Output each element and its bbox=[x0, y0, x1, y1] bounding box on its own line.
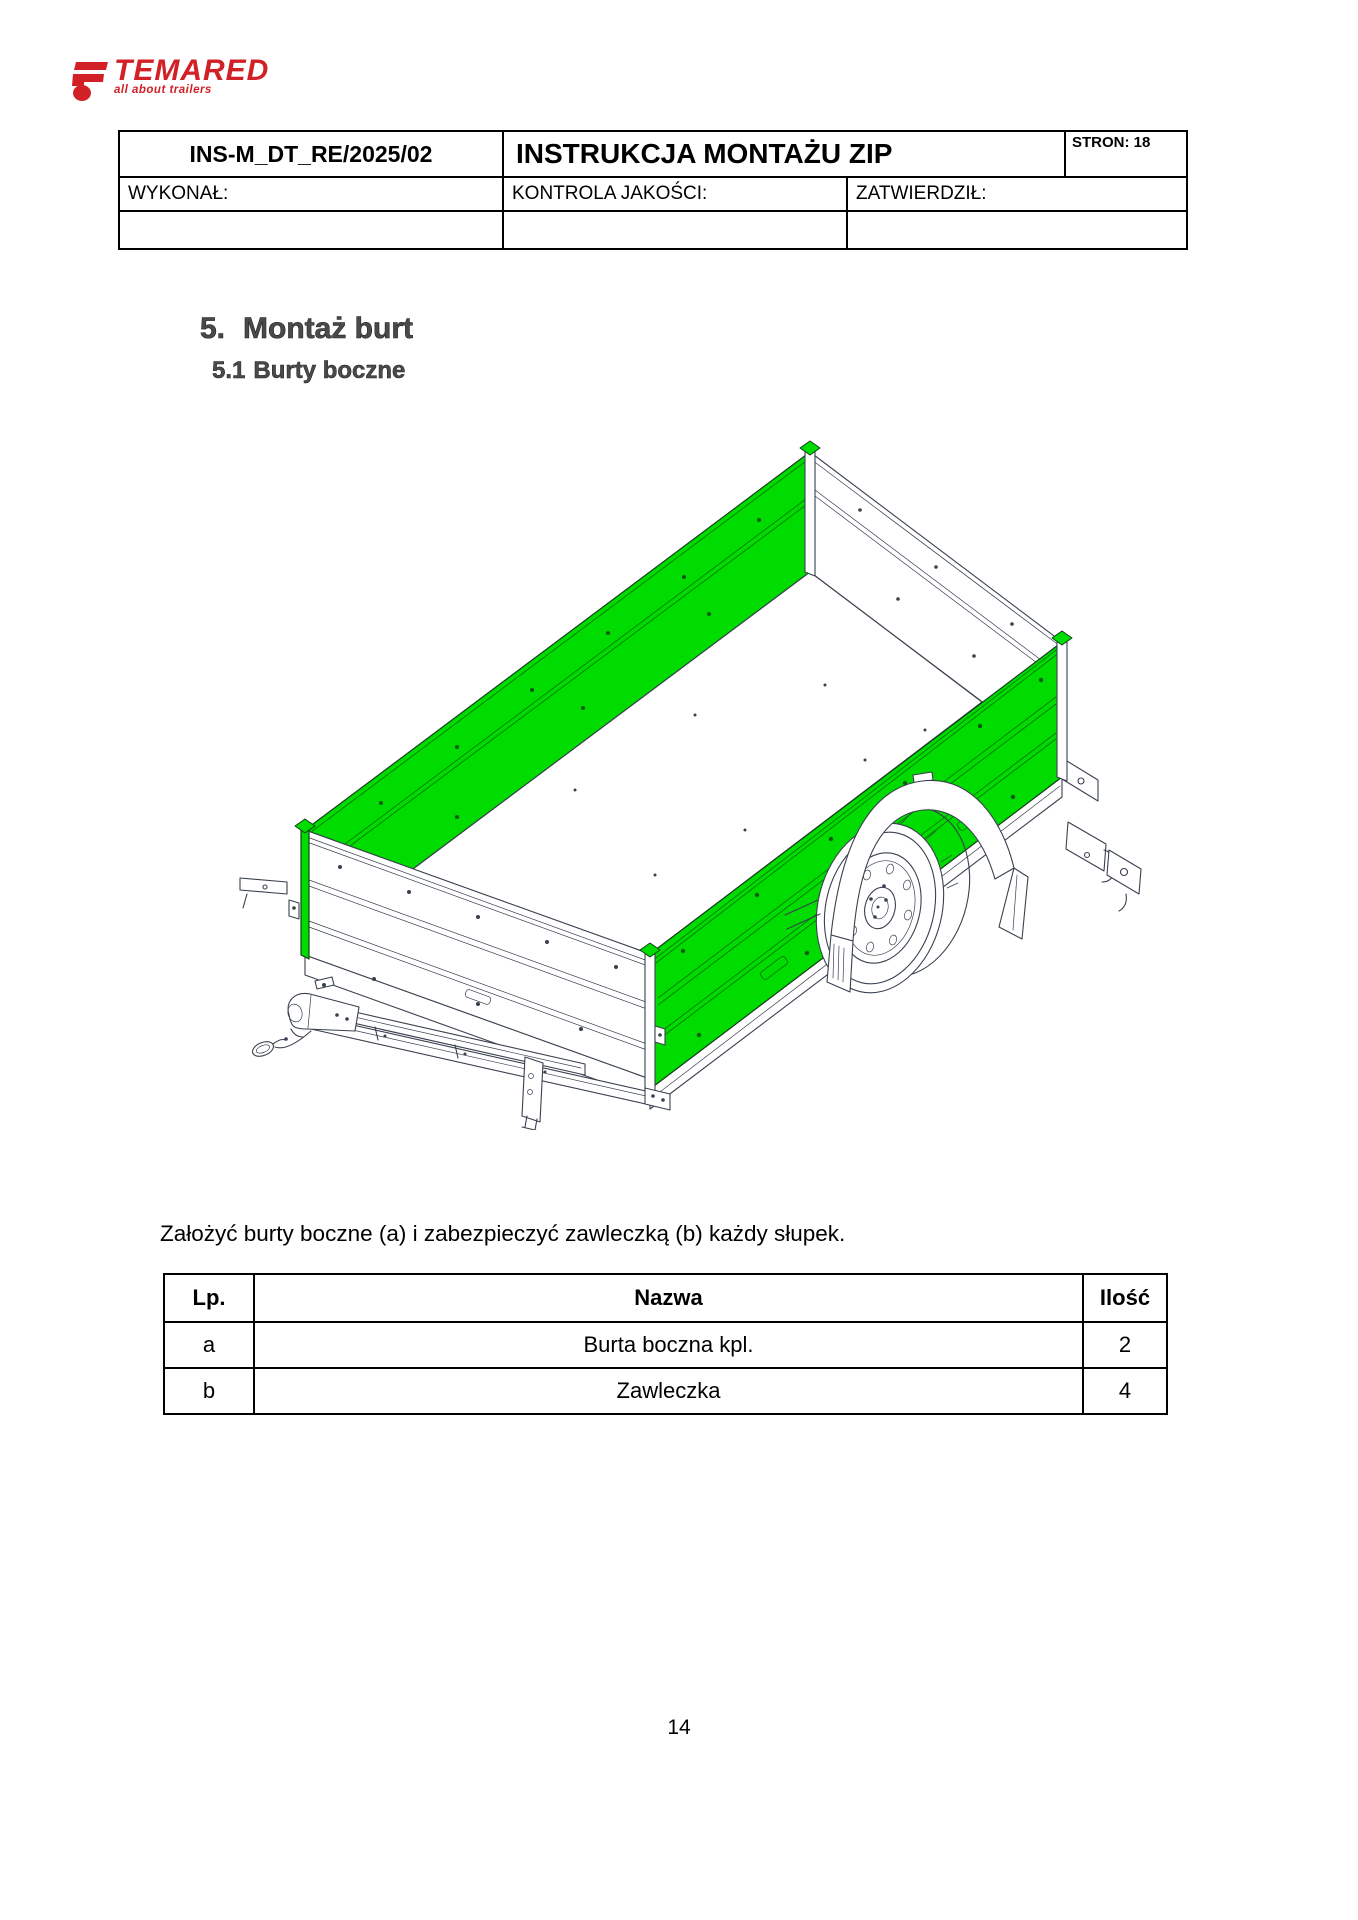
brand-name: TEMARED bbox=[114, 54, 270, 87]
document-header-table bbox=[118, 130, 1188, 250]
subsection-title: Burty boczne bbox=[253, 357, 406, 384]
trailer-figure bbox=[225, 430, 1165, 1130]
row-a-ilosc: 2 bbox=[1118, 1332, 1132, 1357]
jockey-plate bbox=[522, 1057, 543, 1130]
brand-tagline: all about trailers bbox=[114, 84, 212, 96]
col-ilosc: Ilość bbox=[1099, 1285, 1151, 1310]
page-number: 14 bbox=[667, 1716, 691, 1739]
table-row bbox=[165, 1367, 1166, 1413]
approved-label: ZATWIERDZIŁ: bbox=[856, 183, 987, 204]
section-number: 5. bbox=[200, 312, 226, 345]
pages-label: STRON: 18 bbox=[1072, 134, 1151, 151]
left-bracket bbox=[240, 878, 287, 908]
temared-logo bbox=[70, 56, 269, 112]
doc-title: INSTRUKCJA MONTAŻU ZIP bbox=[504, 132, 1066, 176]
safety-cable bbox=[250, 1031, 311, 1059]
approved-value bbox=[848, 212, 1186, 248]
rear-frame-details bbox=[1062, 758, 1141, 911]
table-row bbox=[165, 1321, 1166, 1367]
trailer-drawing bbox=[225, 430, 1165, 1130]
row-a-lp: a bbox=[165, 1323, 255, 1367]
col-nazwa: Nazwa bbox=[255, 1275, 1084, 1321]
quality-label: KONTROLA JAKOŚCI: bbox=[504, 178, 848, 210]
made-by-value bbox=[120, 212, 504, 248]
section-title: Montaż burt bbox=[243, 312, 413, 345]
parts-table bbox=[163, 1273, 1168, 1415]
made-by-label: WYKONAŁ: bbox=[120, 178, 504, 210]
col-lp: Lp. bbox=[165, 1275, 255, 1321]
instruction-text: Założyć burty boczne (a) i zabezpieczyć zawleczką (b) każdy słupek. bbox=[160, 1221, 846, 1246]
parts-table-header bbox=[165, 1275, 1166, 1321]
subsection-heading bbox=[212, 357, 405, 385]
doc-code: INS-M_DT_RE/2025/02 bbox=[120, 132, 504, 176]
row-b-lp: b bbox=[165, 1369, 255, 1413]
row-a-nazwa: Burta boczna kpl. bbox=[255, 1323, 1084, 1367]
row-b-nazwa: Zawleczka bbox=[255, 1369, 1084, 1413]
quality-value bbox=[504, 212, 848, 248]
section-heading bbox=[200, 312, 413, 346]
trailer-logo-icon bbox=[70, 60, 108, 112]
subsection-number: 5.1 bbox=[212, 357, 246, 384]
row-b-ilosc: 4 bbox=[1118, 1378, 1132, 1403]
